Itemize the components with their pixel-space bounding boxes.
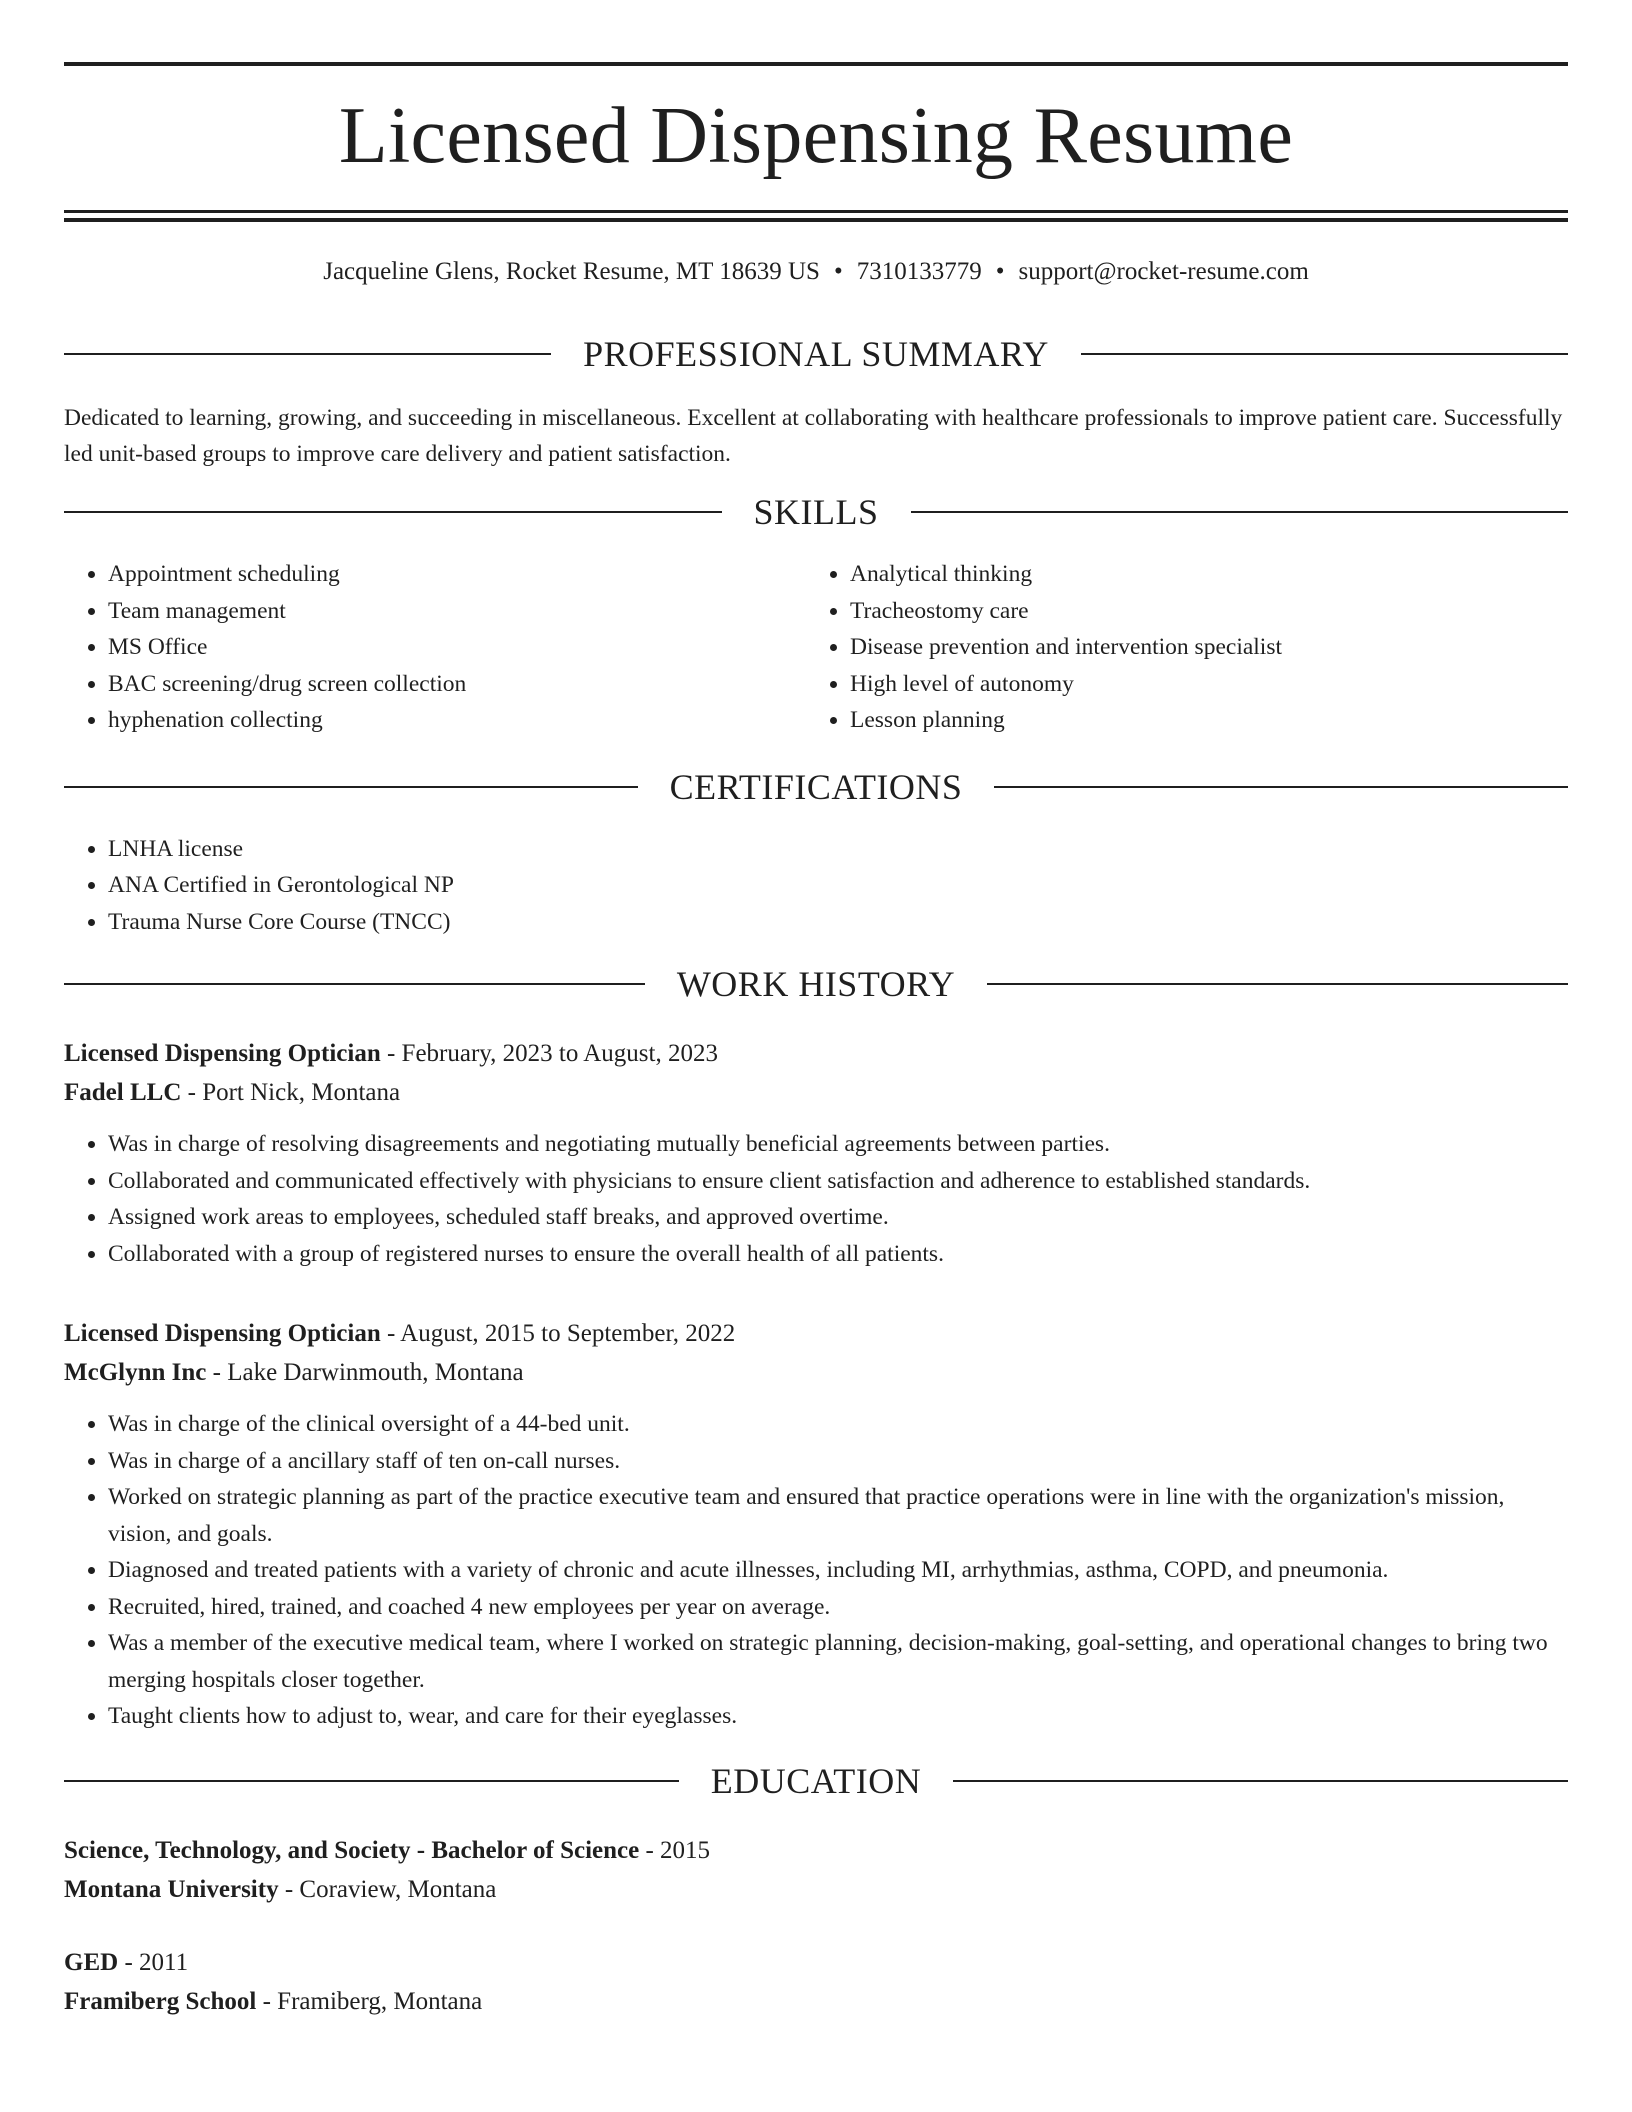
list-item: • Was in charge of the clinical oversight of a 44-bed unit.: [108, 1406, 1568, 1443]
list-item: • Was in charge of resolving disagreements and negotiating mutually beneficial agreements between parties.: [108, 1126, 1568, 1163]
contact-phone: 7310133779: [856, 258, 982, 285]
section-heading-skills: [64, 490, 1568, 534]
education-degree-line: [64, 1943, 1568, 1982]
list-item: • Collaborated with a group of registered nurses to ensure the overall health of all patients.: [108, 1236, 1568, 1273]
title-double-rule: [64, 210, 1568, 222]
education-school-line: [64, 1982, 1568, 2021]
section-heading-summary: [64, 332, 1568, 376]
job-title-line: [64, 1314, 1568, 1353]
heading-rule: [64, 1780, 679, 1782]
list-item: • Collaborated and communicated effectively with physicians to ensure client satisfaction and adherence to established standards.: [108, 1163, 1568, 1200]
heading-rule: [64, 353, 551, 355]
section-heading-work-history: [64, 962, 1568, 1006]
education-school-line: [64, 1870, 1568, 1909]
resume-title: Licensed Dispensing Resume: [338, 92, 1294, 180]
list-item: • Taught clients how to adjust to, wear, and care for their eyeglasses.: [108, 1698, 1568, 1735]
education-entry: [64, 1943, 1568, 2021]
list-item: • Appointment scheduling: [108, 556, 806, 593]
summary-text: Dedicated to learning, growing, and succeeding in miscellaneous. Excellent at collaborating with healthcare professionals to improve patient care. Successfully led unit-based groups to improve care delivery and patient satisfaction.: [64, 405, 1563, 467]
list-item: • Diagnosed and treated patients with a variety of chronic and acute illnesses, including MI, arrhythmias, asthma, COPD, and pneumonia.: [108, 1552, 1568, 1589]
job-title: Licensed Dispensing Optician: [64, 1320, 381, 1347]
job-location: - Port Nick, Montana: [181, 1079, 401, 1106]
heading-rule: [953, 1780, 1568, 1782]
contact-email: support@rocket-resume.com: [1018, 258, 1309, 285]
skills-column-right: [806, 556, 1548, 739]
heading-rule: [64, 983, 645, 985]
education-year: - 2015: [639, 1836, 711, 1864]
skills-list: [64, 556, 1568, 739]
contact-separator: •: [995, 258, 1005, 285]
list-item: • BAC screening/drug screen collection: [108, 666, 806, 703]
list-item: • hyphenation collecting: [108, 702, 806, 739]
job-location: - Lake Darwinmouth, Montana: [206, 1359, 524, 1386]
contact-address: Jacqueline Glens, Rocket Resume, MT 18639 US: [323, 258, 820, 285]
heading-rule: [987, 983, 1568, 985]
resume-page: [64, 0, 1568, 2021]
job-dates: - February, 2023 to August, 2023: [380, 1040, 718, 1067]
list-item: • LNHA license: [108, 831, 1568, 868]
education-degree: Science, Technology, and Society - Bachelor of Science: [64, 1836, 640, 1864]
job-company: Fadel LLC: [64, 1079, 182, 1106]
list-item: • Trauma Nurse Core Course (TNCC): [108, 904, 1568, 941]
education-location: - Framiberg, Montana: [256, 1987, 483, 2015]
heading-rule: [1081, 353, 1568, 355]
list-item: • Team management: [108, 593, 806, 630]
job-company-line: [64, 1073, 1568, 1112]
job-company: McGlynn Inc: [64, 1359, 207, 1386]
section-title: WORK HISTORY: [676, 964, 956, 1004]
list-item: • Analytical thinking: [850, 556, 1548, 593]
contact-line: [64, 256, 1568, 288]
skills-column-left: [64, 556, 806, 739]
list-item: • Assigned work areas to employees, scheduled staff breaks, and approved overtime.: [108, 1199, 1568, 1236]
heading-rule: [911, 511, 1569, 513]
list-item: • Recruited, hired, trained, and coached 4 new employees per year on average.: [108, 1589, 1568, 1626]
education-school: Framiberg School: [64, 1987, 257, 2015]
job-entry: [64, 1034, 1568, 1272]
job-bullets: [64, 1406, 1568, 1735]
education-degree-line: [64, 1831, 1568, 1870]
job-title-line: [64, 1034, 1568, 1073]
section-heading-certifications: [64, 765, 1568, 809]
heading-rule: [994, 786, 1568, 788]
job-dates: - August, 2015 to September, 2022: [380, 1320, 736, 1347]
heading-rule: [64, 786, 638, 788]
job-title: Licensed Dispensing Optician: [64, 1040, 381, 1067]
section-title: PROFESSIONAL SUMMARY: [583, 334, 1049, 374]
list-item: • ANA Certified in Gerontological NP: [108, 867, 1568, 904]
list-item: • High level of autonomy: [850, 666, 1548, 703]
education-degree: GED: [64, 1948, 119, 1976]
education-year: - 2011: [118, 1948, 189, 1976]
list-item: • Disease prevention and intervention specialist: [850, 629, 1548, 666]
list-item: • MS Office: [108, 629, 806, 666]
top-rule: [64, 62, 1568, 66]
job-bullets: [64, 1126, 1568, 1272]
education-entry: [64, 1831, 1568, 1909]
education-school: Montana University: [64, 1875, 279, 1903]
list-item: • Lesson planning: [850, 702, 1548, 739]
certifications-list: [64, 831, 1568, 941]
list-item: • Tracheostomy care: [850, 593, 1548, 630]
section-heading-education: [64, 1759, 1568, 1803]
list-item: • Was in charge of a ancillary staff of ten on-call nurses.: [108, 1443, 1568, 1480]
list-item: • Worked on strategic planning as part of the practice executive team and ensured that practice operations were in line with the organization's mission, vision, and goals.: [108, 1479, 1568, 1552]
section-title: EDUCATION: [710, 1760, 922, 1801]
job-entry: [64, 1314, 1568, 1735]
list-item: • Was a member of the executive medical team, where I worked on strategic planning, decision-making, goal-setting, and operational changes to bring two merging hospitals closer together.: [108, 1625, 1568, 1698]
section-title: CERTIFICATIONS: [669, 766, 963, 807]
education-location: - Coraview, Montana: [278, 1875, 497, 1903]
job-company-line: [64, 1353, 1568, 1392]
contact-separator: •: [833, 258, 843, 285]
section-title: SKILLS: [753, 492, 879, 532]
heading-rule: [64, 511, 722, 513]
